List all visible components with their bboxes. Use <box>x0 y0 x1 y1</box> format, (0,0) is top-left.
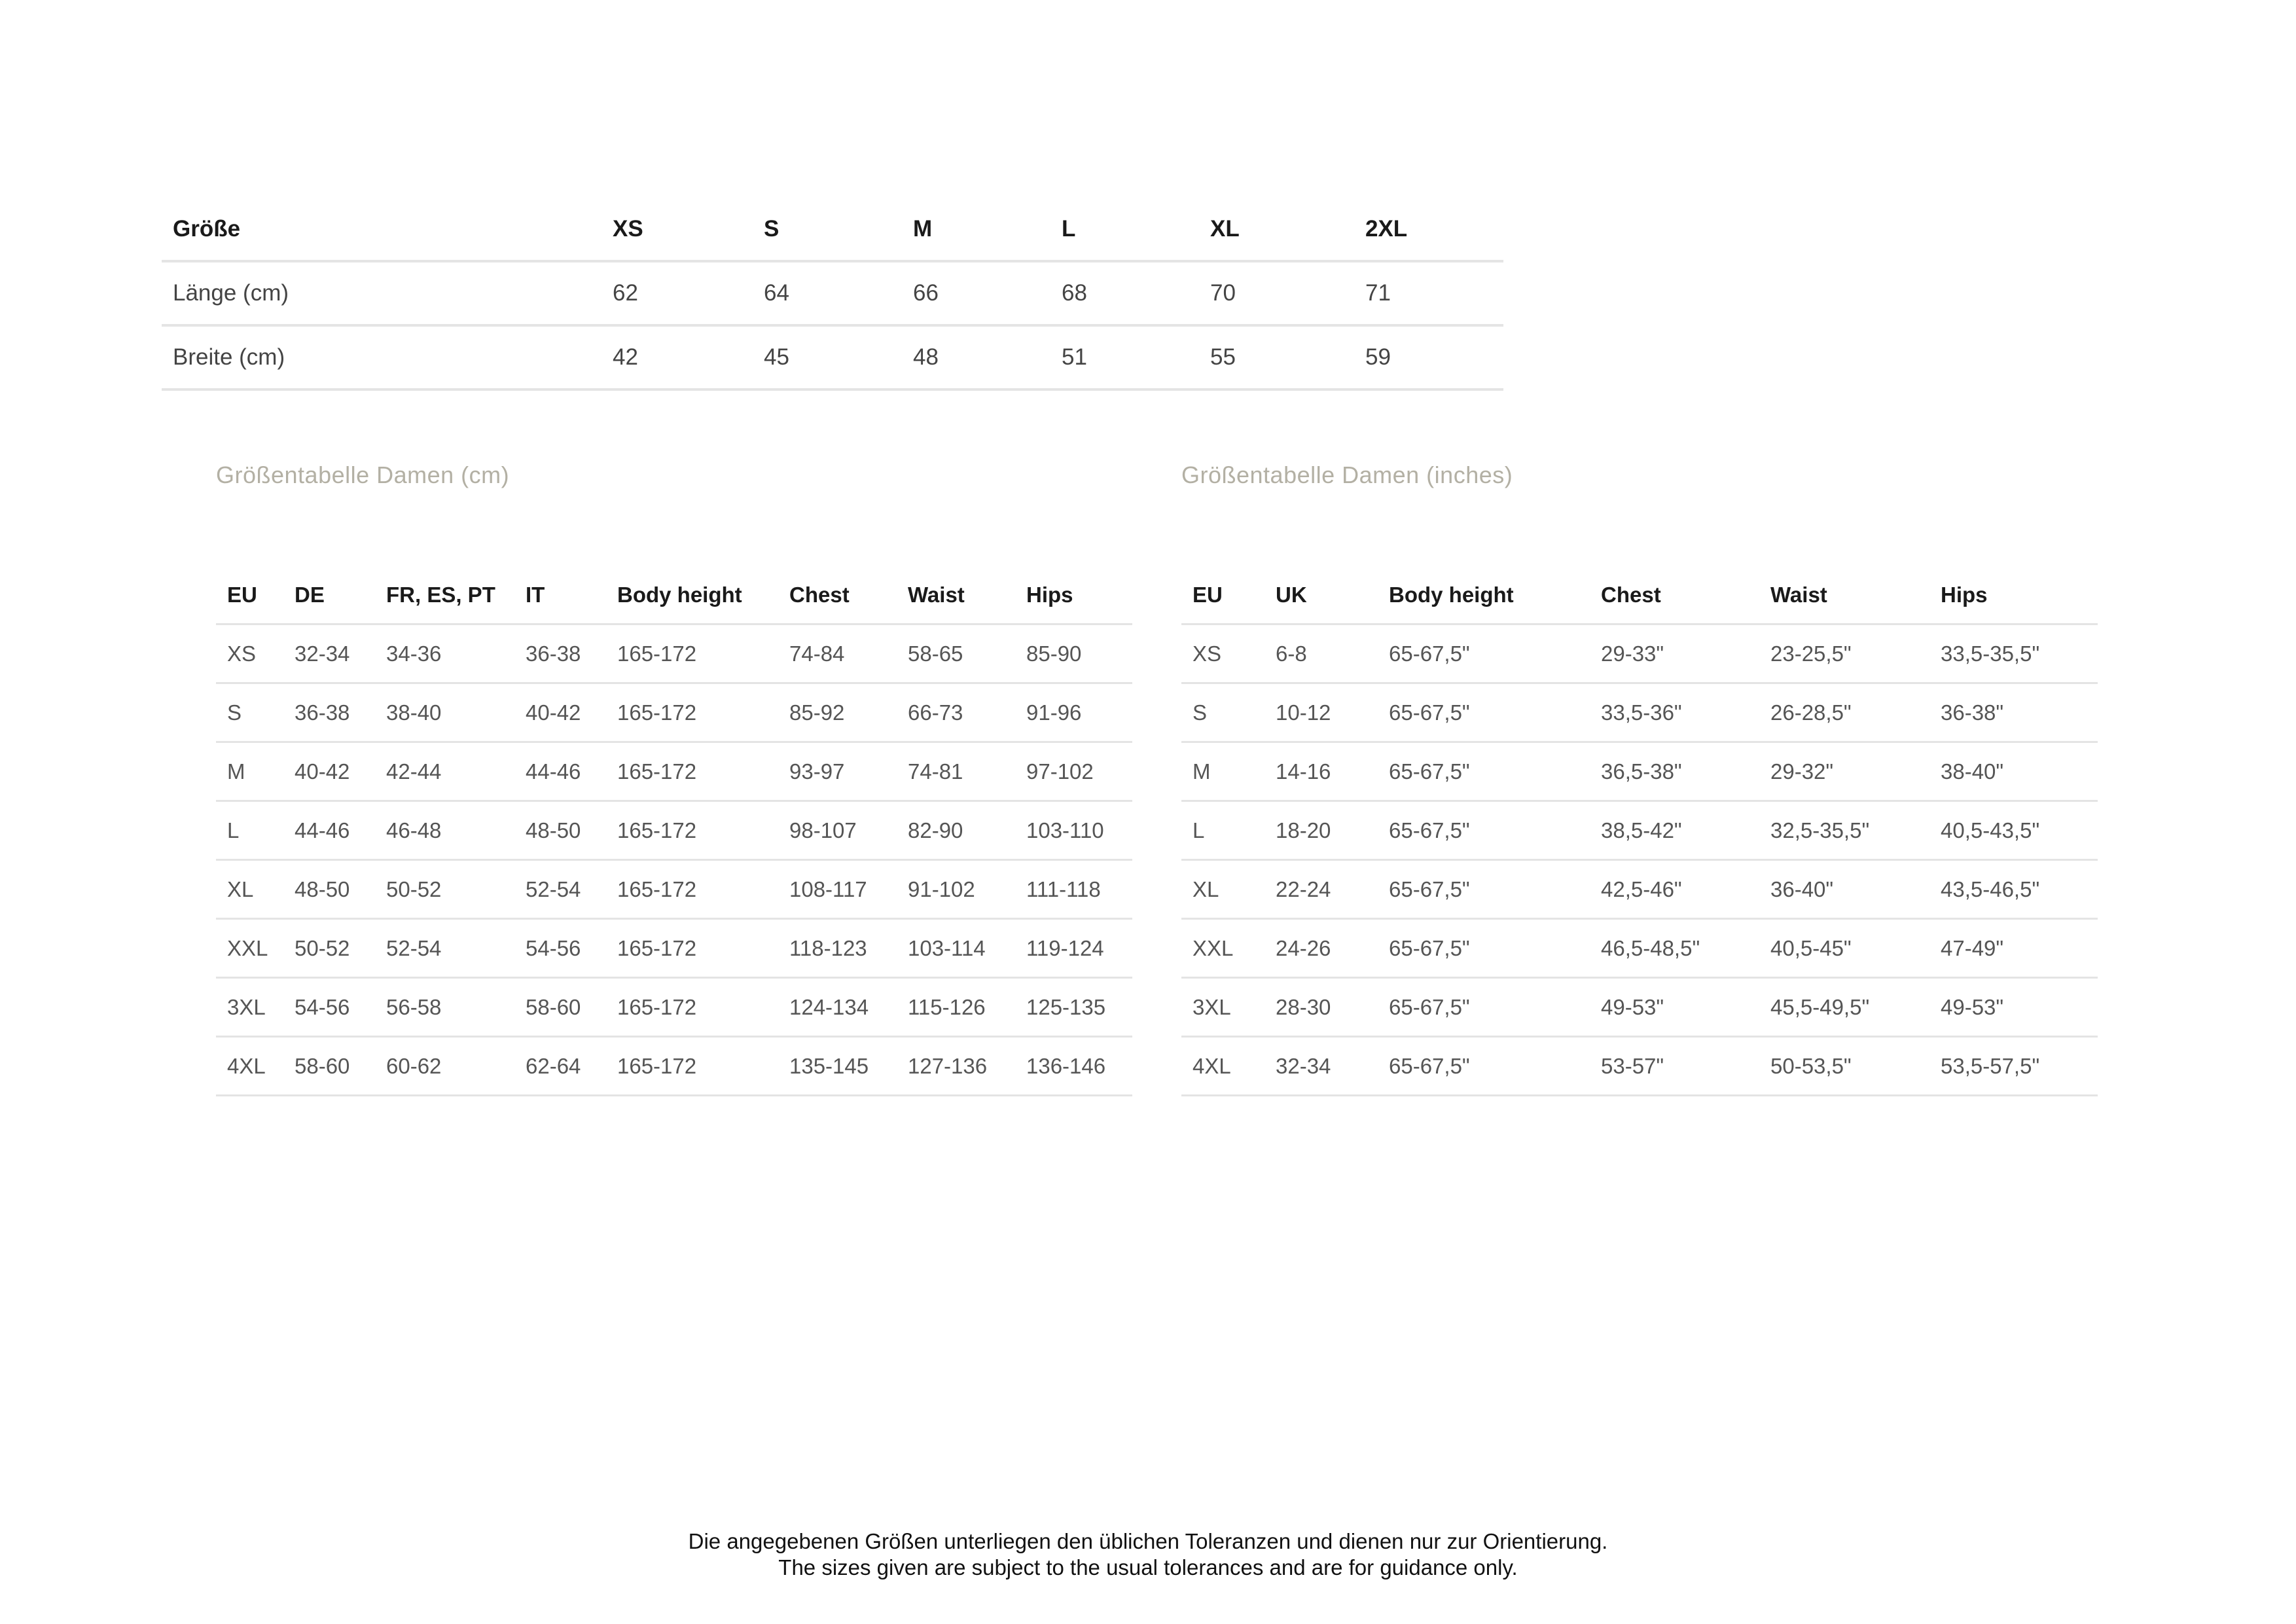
table-row <box>1181 919 2098 978</box>
footer-note-german: Die angegebenen Größen unterliegen den üblichen Toleranzen und dienen nur zur Orientierung. <box>688 1529 1608 1553</box>
table-cell: 165-172 <box>606 683 778 742</box>
table-cell: 28-30 <box>1265 978 1378 1037</box>
size-measurement-table <box>162 198 1503 391</box>
table-cell: 65-67,5" <box>1378 683 1590 742</box>
table-cell: 111-118 <box>1015 860 1132 919</box>
table-cell: 40-42 <box>514 683 606 742</box>
table-cell: 38-40" <box>1929 742 2098 801</box>
column-header: UK <box>1265 566 1378 624</box>
table-cell: 10-12 <box>1265 683 1378 742</box>
table-cell: 62 <box>601 261 753 325</box>
table-cell: 42-44 <box>375 742 514 801</box>
row-label-cell: Länge (cm) <box>162 261 601 325</box>
table-cell: 42,5-46" <box>1590 860 1759 919</box>
table-cell: 65-67,5" <box>1378 860 1590 919</box>
table-cell: 56-58 <box>375 978 514 1037</box>
column-header: Hips <box>1015 566 1132 624</box>
table-cell: 53,5-57,5" <box>1929 1037 2098 1096</box>
table-cell: 51 <box>1050 325 1199 389</box>
footer-note <box>0 1528 2296 1581</box>
column-header: EU <box>216 566 283 624</box>
header-row <box>1181 566 2098 624</box>
table-cell: 36-38 <box>514 624 606 683</box>
table-cell: 49-53" <box>1590 978 1759 1037</box>
table-cell: 97-102 <box>1015 742 1132 801</box>
table-cell: 62-64 <box>514 1037 606 1096</box>
table-cell: 68 <box>1050 261 1199 325</box>
row-label-cell: XS <box>216 624 283 683</box>
table-cell: 47-49" <box>1929 919 2098 978</box>
table-cell: 36-38 <box>283 683 375 742</box>
table-cell: 65-67,5" <box>1378 801 1590 860</box>
row-label-cell: 4XL <box>1181 1037 1265 1096</box>
table-cell: 38,5-42" <box>1590 801 1759 860</box>
table-cell: 50-52 <box>375 860 514 919</box>
row-label-cell: M <box>216 742 283 801</box>
row-label-cell: M <box>1181 742 1265 801</box>
table-cell: 93-97 <box>778 742 897 801</box>
table-row <box>162 261 1503 325</box>
table-cell: 54-56 <box>514 919 606 978</box>
table-cell: 165-172 <box>606 742 778 801</box>
table-cell: 65-67,5" <box>1378 978 1590 1037</box>
women-inches-title: Größentabelle Damen (inches) <box>1181 461 1513 488</box>
table-cell: 64 <box>753 261 902 325</box>
table-cell: 53-57" <box>1590 1037 1759 1096</box>
table-cell: 32,5-35,5" <box>1759 801 1929 860</box>
table-row <box>1181 683 2098 742</box>
table-cell: 70 <box>1199 261 1354 325</box>
table-cell: 91-102 <box>897 860 1015 919</box>
column-header: M <box>902 198 1050 261</box>
table-row <box>1181 1037 2098 1096</box>
table-cell: 98-107 <box>778 801 897 860</box>
table-cell: 118-123 <box>778 919 897 978</box>
table-cell: 85-92 <box>778 683 897 742</box>
table-cell: 49-53" <box>1929 978 2098 1037</box>
table-cell: 65-67,5" <box>1378 1037 1590 1096</box>
table-cell: 44-46 <box>283 801 375 860</box>
row-label-cell: L <box>1181 801 1265 860</box>
column-header: XS <box>601 198 753 261</box>
table-cell: 125-135 <box>1015 978 1132 1037</box>
table-cell: 14-16 <box>1265 742 1378 801</box>
table-cell: 52-54 <box>375 919 514 978</box>
table-cell: 165-172 <box>606 1037 778 1096</box>
table-cell: 46-48 <box>375 801 514 860</box>
table-row <box>216 801 1132 860</box>
table-cell: 18-20 <box>1265 801 1378 860</box>
table-cell: 45,5-49,5" <box>1759 978 1929 1037</box>
table-cell: 38-40 <box>375 683 514 742</box>
table-cell: 66 <box>902 261 1050 325</box>
footer-note-english: The sizes given are subject to the usual tolerances and are for guidance only. <box>778 1555 1518 1579</box>
table-cell: 40,5-45" <box>1759 919 1929 978</box>
table-row <box>1181 742 2098 801</box>
table-cell: 65-67,5" <box>1378 919 1590 978</box>
table-cell: 127-136 <box>897 1037 1015 1096</box>
table-cell: 26-28,5" <box>1759 683 1929 742</box>
table-cell: 32-34 <box>283 624 375 683</box>
table-cell: 165-172 <box>606 624 778 683</box>
table-cell: 48-50 <box>514 801 606 860</box>
table-row <box>216 919 1132 978</box>
column-header: S <box>753 198 902 261</box>
table-cell: 55 <box>1199 325 1354 389</box>
table-row <box>162 325 1503 389</box>
table-cell: 71 <box>1354 261 1503 325</box>
table-cell: 108-117 <box>778 860 897 919</box>
table-cell: 29-32" <box>1759 742 1929 801</box>
row-label-cell: 4XL <box>216 1037 283 1096</box>
table-row <box>216 860 1132 919</box>
column-header: Größe <box>162 198 601 261</box>
table-cell: 48-50 <box>283 860 375 919</box>
table-cell: 48 <box>902 325 1050 389</box>
table-cell: 103-114 <box>897 919 1015 978</box>
table-cell: 165-172 <box>606 801 778 860</box>
table-row <box>216 1037 1132 1096</box>
column-header: XL <box>1199 198 1354 261</box>
table-cell: 103-110 <box>1015 801 1132 860</box>
table-cell: 119-124 <box>1015 919 1132 978</box>
header-row <box>216 566 1132 624</box>
table-cell: 24-26 <box>1265 919 1378 978</box>
table-cell: 29-33" <box>1590 624 1759 683</box>
table-cell: 66-73 <box>897 683 1015 742</box>
table-cell: 82-90 <box>897 801 1015 860</box>
column-header: L <box>1050 198 1199 261</box>
table-cell: 54-56 <box>283 978 375 1037</box>
column-header: Hips <box>1929 566 2098 624</box>
column-header: Waist <box>1759 566 1929 624</box>
table-cell: 33,5-36" <box>1590 683 1759 742</box>
women-cm-table <box>216 566 1132 1096</box>
women-inches-table <box>1181 566 2098 1096</box>
table-row <box>1181 978 2098 1037</box>
table-cell: 58-60 <box>514 978 606 1037</box>
table-cell: 36,5-38" <box>1590 742 1759 801</box>
table-cell: 124-134 <box>778 978 897 1037</box>
table-cell: 50-53,5" <box>1759 1037 1929 1096</box>
table-cell: 85-90 <box>1015 624 1132 683</box>
table-cell: 22-24 <box>1265 860 1378 919</box>
table-row <box>216 683 1132 742</box>
column-header: DE <box>283 566 375 624</box>
table-row <box>216 978 1132 1037</box>
row-label-cell: S <box>1181 683 1265 742</box>
column-header: EU <box>1181 566 1265 624</box>
row-label-cell: Breite (cm) <box>162 325 601 389</box>
table-cell: 136-146 <box>1015 1037 1132 1096</box>
column-header: Body height <box>1378 566 1590 624</box>
table-row <box>216 742 1132 801</box>
table-cell: 44-46 <box>514 742 606 801</box>
table-cell: 74-84 <box>778 624 897 683</box>
header-row <box>162 198 1503 261</box>
table-cell: 45 <box>753 325 902 389</box>
table-cell: 32-34 <box>1265 1037 1378 1096</box>
table-cell: 40,5-43,5" <box>1929 801 2098 860</box>
row-label-cell: XL <box>216 860 283 919</box>
row-label-cell: S <box>216 683 283 742</box>
table-cell: 43,5-46,5" <box>1929 860 2098 919</box>
table-cell: 42 <box>601 325 753 389</box>
table-cell: 65-67,5" <box>1378 742 1590 801</box>
table-cell: 33,5-35,5" <box>1929 624 2098 683</box>
table-cell: 50-52 <box>283 919 375 978</box>
column-header: Body height <box>606 566 778 624</box>
table-cell: 115-126 <box>897 978 1015 1037</box>
table-cell: 6-8 <box>1265 624 1378 683</box>
row-label-cell: L <box>216 801 283 860</box>
table-cell: 46,5-48,5" <box>1590 919 1759 978</box>
table-cell: 59 <box>1354 325 1503 389</box>
table-row <box>1181 624 2098 683</box>
row-label-cell: 3XL <box>1181 978 1265 1037</box>
column-header: Chest <box>778 566 897 624</box>
row-label-cell: XXL <box>216 919 283 978</box>
table-cell: 36-38" <box>1929 683 2098 742</box>
table-row <box>216 624 1132 683</box>
table-cell: 60-62 <box>375 1037 514 1096</box>
row-label-cell: XXL <box>1181 919 1265 978</box>
table-cell: 165-172 <box>606 860 778 919</box>
column-header: Chest <box>1590 566 1759 624</box>
table-cell: 58-65 <box>897 624 1015 683</box>
table-cell: 52-54 <box>514 860 606 919</box>
table-cell: 65-67,5" <box>1378 624 1590 683</box>
table-cell: 36-40" <box>1759 860 1929 919</box>
table-cell: 135-145 <box>778 1037 897 1096</box>
table-cell: 165-172 <box>606 919 778 978</box>
women-cm-title: Größentabelle Damen (cm) <box>216 461 510 488</box>
table-cell: 23-25,5" <box>1759 624 1929 683</box>
column-header: Waist <box>897 566 1015 624</box>
column-header: IT <box>514 566 606 624</box>
row-label-cell: XL <box>1181 860 1265 919</box>
table-cell: 74-81 <box>897 742 1015 801</box>
column-header: FR, ES, PT <box>375 566 514 624</box>
table-cell: 91-96 <box>1015 683 1132 742</box>
table-cell: 165-172 <box>606 978 778 1037</box>
table-row <box>1181 860 2098 919</box>
table-cell: 58-60 <box>283 1037 375 1096</box>
row-label-cell: XS <box>1181 624 1265 683</box>
row-label-cell: 3XL <box>216 978 283 1037</box>
column-header: 2XL <box>1354 198 1503 261</box>
table-cell: 34-36 <box>375 624 514 683</box>
table-cell: 40-42 <box>283 742 375 801</box>
table-row <box>1181 801 2098 860</box>
